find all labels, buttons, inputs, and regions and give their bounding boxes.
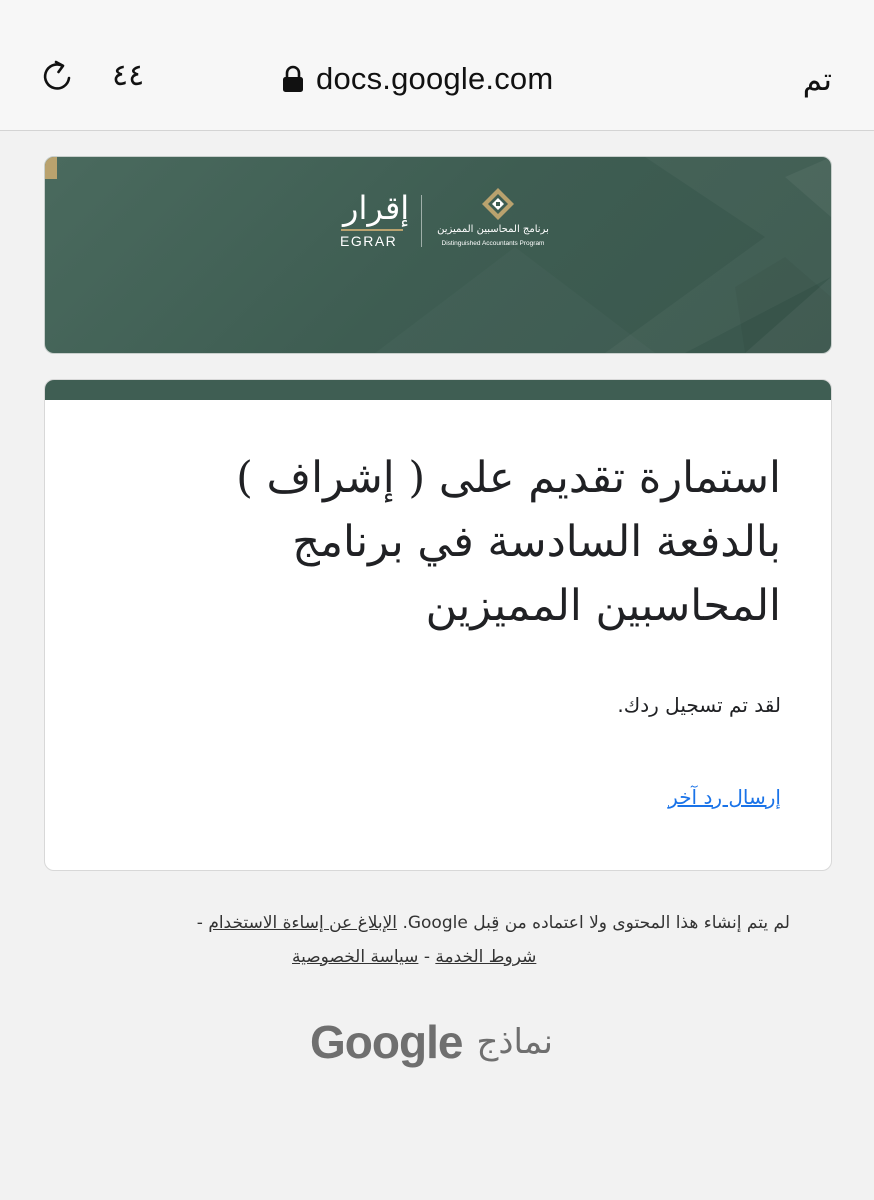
egrar-logo-english: EGRAR (340, 233, 398, 249)
url-text: docs.google.com (316, 61, 554, 96)
banner-corner-accent (45, 157, 57, 179)
reload-icon[interactable] (38, 56, 78, 96)
egrar-logo-arabic: إقرار (343, 189, 410, 227)
report-abuse-link[interactable]: الإبلاغ عن إساءة الاستخدام (208, 913, 398, 933)
browser-toolbar (0, 0, 874, 131)
program-name-english: Distinguished Accountants Program (441, 240, 545, 247)
brand-google-text: Google (310, 1016, 463, 1068)
card-accent-bar (45, 380, 831, 400)
submit-another-response-link[interactable]: إرسال رد آخر (668, 785, 781, 809)
terms-of-service-link[interactable]: شروط الخدمة (435, 947, 537, 967)
address-bar[interactable] (282, 57, 553, 101)
program-name-arabic: برنامج المحاسبين المميزين (437, 224, 549, 235)
disclaimer-text: لم يتم إنشاء هذا المحتوى ولا اعتماده من قِبل Google. (402, 913, 790, 933)
banner-logos (335, 187, 565, 257)
privacy-policy-link[interactable]: سياسة الخصوصية (292, 947, 419, 967)
footer-separator: - (423, 947, 430, 967)
footer-links (292, 940, 536, 974)
form-header-banner (44, 156, 832, 354)
egrar-underline (341, 229, 403, 231)
footer-separator: - (196, 913, 203, 933)
program-emblem-icon (481, 187, 515, 221)
form-title: استمارة تقديم على ( إشراف ) بالدفعة السادسة في برنامج المحاسبين المميزين (236, 453, 781, 631)
logo-divider (421, 195, 422, 247)
lock-icon (282, 65, 304, 93)
footer-disclaimer (80, 906, 790, 940)
done-button[interactable]: تم (802, 62, 832, 98)
brand-forms-text: نماذج (476, 1022, 554, 1062)
confirmation-message: لقد تم تسجيل ردك. (617, 693, 781, 717)
google-forms-logo[interactable] (310, 1012, 553, 1072)
response-card (44, 379, 832, 871)
tab-count[interactable]: ٤٤ (112, 58, 145, 93)
